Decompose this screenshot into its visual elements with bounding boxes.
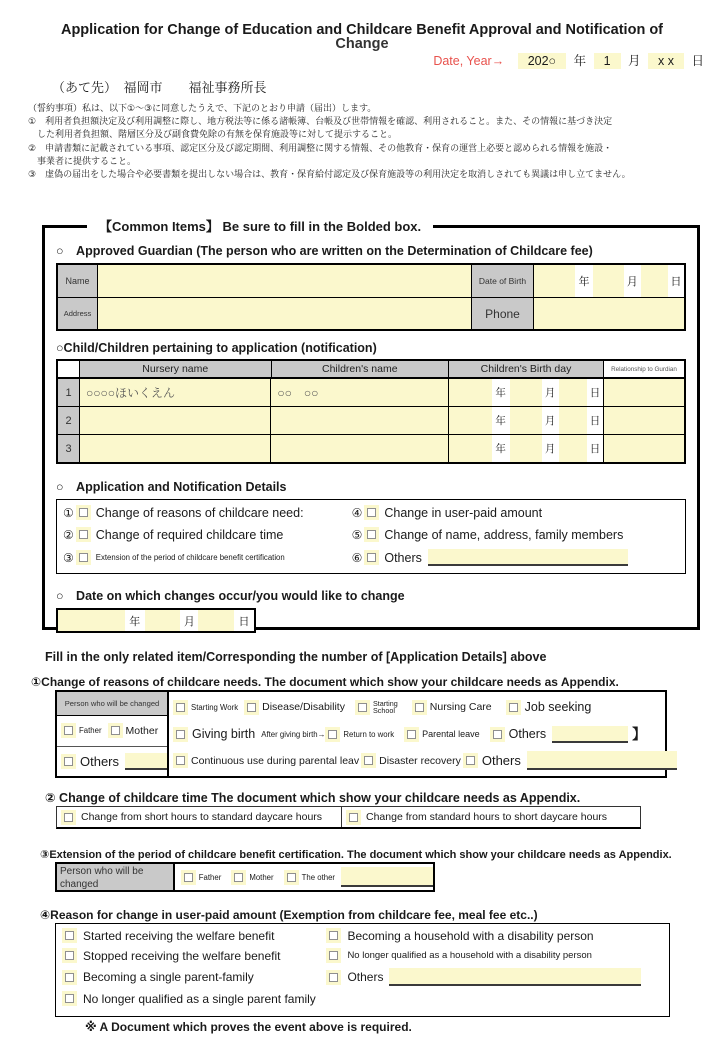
bday-month-input[interactable]: [510, 435, 542, 462]
child-name-input[interactable]: [271, 407, 449, 434]
the-other-input[interactable]: [341, 867, 433, 887]
checkbox-single-parent[interactable]: [62, 970, 77, 985]
dob-month-input[interactable]: [593, 265, 624, 297]
standard-to-short-label: Change from standard hours to short daycare hours: [366, 811, 608, 823]
pledge-line: ③ 虚偽の届出をした場合や必要書類を提出しない場合は、教育・保育給付認定及び保育施設等の利用決定を取消しされても異議は申し立てません。: [28, 169, 631, 180]
nursery-name-input[interactable]: [80, 407, 271, 434]
detail-item-2: [63, 527, 352, 542]
reason-row-3: [173, 747, 677, 774]
single-parent-no-longer-option: [62, 991, 326, 1006]
checkbox-return-to-work[interactable]: [325, 727, 340, 742]
others-label: Others: [80, 753, 120, 769]
checkbox-nursing-care[interactable]: [412, 700, 427, 715]
reason-row-1: [173, 694, 677, 721]
guardian-address-label: Address: [58, 298, 98, 329]
guardian-phone-label: Phone: [472, 298, 534, 329]
pledge-line: ① 利用者負担額決定及び利用調整に際し、地方税法等に係る諸帳簿、台帳及び世帯情報を確認、利用されること。また、その情報に基づき決定: [28, 116, 613, 127]
welfare-start-label: Started receiving the welfare benefit: [83, 928, 275, 943]
checkbox-childcare-time[interactable]: [76, 527, 91, 542]
item-number: ①: [63, 505, 74, 520]
checkbox-continuous-use[interactable]: [173, 753, 188, 768]
bday-month-unit: 月: [542, 435, 559, 462]
addressee-line: （あて先） 福岡市 福祉事務所長: [52, 80, 267, 95]
giving-birth-label: Giving birth: [192, 727, 256, 741]
application-form-page: [0, 22, 724, 1046]
guardian-dob-input: [534, 265, 684, 297]
relationship-input[interactable]: [604, 407, 684, 434]
change-date-section-title: ○ Date on which changes occur/you would like to change: [56, 589, 405, 603]
children-row-3: [58, 434, 684, 462]
change-day-input[interactable]: [198, 610, 234, 631]
the-other-label: The other: [301, 872, 335, 882]
checkbox-others-mid[interactable]: [490, 727, 505, 742]
pledge-line: した利用者負担額、階層区分及び副食費免除の有無を保育施設等に対して提示すること。: [28, 129, 398, 140]
change-date-input: [56, 608, 256, 633]
checkbox-others[interactable]: [364, 550, 379, 565]
starting-work-label: Starting Work: [191, 702, 239, 712]
person-changed-header: Person who will be changed: [57, 864, 175, 890]
checkbox-mother[interactable]: [231, 870, 246, 885]
checkbox-extension-period[interactable]: [76, 550, 91, 565]
child-birthday-input: [449, 379, 604, 406]
relationship-input[interactable]: [604, 379, 684, 406]
item-label: Change of required childcare time: [95, 527, 284, 542]
single-parent-option: [62, 968, 326, 986]
checkbox-short-to-standard[interactable]: [61, 810, 76, 825]
item-number: ⑥: [351, 550, 363, 565]
standard-to-short-option: [342, 807, 607, 827]
change-month-input[interactable]: [145, 610, 181, 631]
checkbox-disease[interactable]: [244, 700, 259, 715]
children-table: [56, 359, 686, 464]
page-title-line2-text: Change: [335, 36, 389, 52]
checkbox-father[interactable]: [61, 723, 76, 738]
section1-title: ①Change of reasons of childcare needs. The document which show your childcare needs as Appendix.: [31, 675, 619, 689]
others-option: [326, 968, 663, 986]
detail-item-5: [352, 527, 677, 542]
checkbox-others-person[interactable]: [61, 754, 76, 769]
person-changed-header: Person who will be changed: [57, 692, 167, 716]
dob-day-input[interactable]: [641, 265, 668, 297]
bday-year-unit: 年: [492, 407, 510, 434]
parental-leave-label: Parental leave: [422, 729, 480, 739]
change-month-unit: 月: [180, 610, 198, 631]
bday-day-unit: 日: [587, 407, 603, 434]
nursing-care-label: Nursing Care: [429, 701, 492, 714]
common-items-heading: 【Common Items】 Be sure to fill in the Bolded box.: [87, 216, 433, 235]
bday-month-unit: 月: [542, 379, 559, 406]
date-year-input[interactable]: 202○: [518, 53, 566, 69]
welfare-stop-label: Stopped receiving the welfare benefit: [83, 948, 281, 963]
section3-table: [55, 862, 435, 892]
fill-instruction: Fill in the only related item/Corresponding the number of [Application Details] above: [45, 650, 547, 664]
section4-box: [55, 923, 670, 1017]
section1-reasons-column: [169, 692, 681, 776]
dob-month-unit: 月: [624, 265, 641, 297]
checkbox-father[interactable]: [181, 870, 196, 885]
children-row-1: [58, 378, 684, 406]
section2-table: [56, 806, 641, 829]
guardian-row-name: [58, 265, 684, 297]
guardian-name-label: Name: [58, 265, 98, 297]
reason-row-2: [173, 721, 677, 748]
change-year-unit: 年: [125, 610, 145, 631]
father-mother-row: [57, 716, 167, 746]
change-day-unit: 日: [234, 610, 254, 631]
welfare-stop-option: [62, 948, 326, 963]
mother-label: Mother: [249, 872, 274, 882]
bday-month-input[interactable]: [510, 407, 542, 434]
disease-label: Disease/Disability: [262, 701, 345, 714]
item-number: ②: [63, 527, 74, 542]
guardian-name-input[interactable]: [98, 265, 472, 297]
children-col-birthday: Children's Birth day: [449, 361, 604, 377]
checkbox-parental-leave[interactable]: [404, 727, 419, 742]
bday-day-unit: 日: [587, 435, 603, 462]
bday-year-unit: 年: [492, 435, 510, 462]
checkbox-name-address-family[interactable]: [364, 527, 379, 542]
bday-day-input[interactable]: [559, 435, 587, 462]
disability-household-option: [326, 928, 663, 943]
guardian-table: [56, 263, 686, 331]
pledge-text: [28, 102, 696, 181]
details-section-title: ○ Application and Notification Details: [56, 480, 287, 494]
date-month-input[interactable]: 1: [594, 53, 621, 69]
checkbox-starting-school[interactable]: [355, 700, 370, 715]
guardian-dob-label: Date of Birth: [472, 265, 534, 297]
date-year-unit: 年: [573, 54, 587, 68]
after-birth-label: After giving birth→: [261, 729, 326, 739]
row-number: 1: [58, 379, 80, 406]
starting-school-line1: Starting: [372, 698, 398, 708]
checkbox-the-other[interactable]: [284, 870, 299, 885]
children-section-title: ○Child/Children pertaining to application (notification): [56, 341, 377, 355]
disability-household-label: Becoming a household with a disability person: [347, 928, 594, 943]
others-detail-input[interactable]: [428, 549, 628, 566]
date-day-unit: 日: [691, 54, 704, 68]
section1-person-column: [57, 692, 169, 776]
page-title: Application for Change of Education and Childcare Benefit Approval and Notification of: [60, 22, 664, 38]
checkbox-mother[interactable]: [108, 723, 123, 738]
bday-year-input[interactable]: [449, 435, 492, 462]
pledge-line: （誓約事項）私は、以下①～③に同意したうえで、下記のとおり申請（届出）します。: [28, 103, 377, 113]
child-birthday-input: [449, 407, 604, 434]
child-name-input[interactable]: ○○ ○○: [271, 379, 449, 406]
guardian-section-title: ○ Approved Guardian (The person who are written on the Determination of Childcare fee): [56, 244, 593, 258]
detail-item-3: [63, 549, 352, 566]
item-number: ④: [351, 505, 363, 520]
mother-label: Mother: [125, 724, 159, 737]
section3-title: ③Extension of the period of childcare benefit certification. The document which show your childcare needs as Appendix.: [40, 849, 672, 861]
checkbox-job-seeking[interactable]: [506, 700, 521, 715]
others-s4-input[interactable]: [389, 968, 641, 986]
checkbox-others-bottom[interactable]: [463, 753, 478, 768]
children-row-2: [58, 406, 684, 434]
children-col-number: [58, 361, 80, 377]
checkbox-user-paid-amount[interactable]: [364, 505, 379, 520]
phone-input-area[interactable]: [534, 298, 684, 329]
item-label: Change of reasons of childcare need:: [95, 505, 304, 520]
welfare-start-option: [62, 928, 326, 943]
children-col-name: Children's name: [272, 361, 449, 377]
checkbox-single-parent-no-longer[interactable]: [62, 991, 77, 1006]
detail-item-6: [352, 549, 677, 566]
section3-options: [175, 864, 433, 890]
checkbox-starting-work[interactable]: [173, 700, 188, 715]
children-table-header: [58, 361, 684, 378]
page-title-line2-clipped: [0, 36, 724, 52]
checkbox-standard-to-short[interactable]: [346, 810, 361, 825]
guardian-row-address: [58, 297, 684, 329]
father-label: Father: [198, 872, 222, 882]
bday-day-unit: 日: [587, 379, 603, 406]
detail-item-1: [63, 505, 352, 520]
others-bottom-label: Others: [481, 753, 521, 769]
checkbox-change-reason[interactable]: [76, 505, 91, 520]
single-parent-label: Becoming a single parent-family: [83, 970, 254, 984]
disaster-label: Disaster recovery: [379, 754, 461, 767]
guardian-address-input[interactable]: [98, 298, 472, 329]
pledge-line: 事業者に提供すること。: [28, 155, 137, 166]
section4-title: ④Reason for change in user-paid amount (Exemption from childcare fee, meal fee etc..): [40, 908, 538, 922]
section2-title: ② Change of childcare time The document which show your childcare needs as Appendix.: [45, 791, 581, 805]
bday-day-input[interactable]: [559, 379, 587, 406]
child-birthday-input: [449, 435, 604, 462]
checkbox-disability-household[interactable]: [326, 928, 341, 943]
dob-day-unit: 日: [668, 265, 684, 297]
others-mid-input[interactable]: [552, 726, 628, 743]
relationship-input[interactable]: [604, 435, 684, 462]
date-day-input[interactable]: x x: [648, 53, 684, 69]
starting-school-line2: School: [372, 706, 395, 716]
change-year-input[interactable]: [58, 610, 125, 631]
disability-no-longer-label: No longer qualified as a household with a disability person: [347, 950, 592, 961]
item-label: Change of name, address, family members: [384, 527, 624, 542]
others-person-input[interactable]: [125, 753, 167, 770]
closing-bracket: 】: [632, 726, 647, 742]
details-box: [56, 499, 686, 574]
checkbox-welfare-start[interactable]: [62, 928, 77, 943]
nursery-name-input[interactable]: ○○○○ほいくえん: [80, 379, 271, 406]
others-bottom-input[interactable]: [527, 751, 677, 770]
short-to-standard-option: [57, 807, 342, 827]
item-label: Change in user-paid amount: [384, 505, 543, 520]
bday-year-input[interactable]: [449, 379, 492, 406]
bday-year-input[interactable]: [449, 407, 492, 434]
date-month-unit: 月: [628, 54, 641, 68]
section1-table: [55, 690, 667, 778]
children-col-relationship: Relationship to Gurdian: [604, 361, 684, 377]
bday-year-unit: 年: [492, 379, 510, 406]
dob-year-input[interactable]: [534, 265, 575, 297]
item-label: Extension of the period of childcare benefit certification: [95, 553, 285, 562]
child-name-input[interactable]: [271, 435, 449, 462]
short-to-standard-label: Change from short hours to standard daycare hours: [81, 811, 323, 823]
bday-day-input[interactable]: [559, 407, 587, 434]
checkbox-disability-no-longer[interactable]: [326, 948, 341, 963]
others-row: [57, 746, 167, 777]
document-required-note: ※ A Document which proves the event above is required.: [85, 1020, 412, 1034]
starting-school-label: [373, 700, 398, 715]
nursery-name-input[interactable]: [80, 435, 271, 462]
checkbox-others-s4[interactable]: [326, 970, 341, 985]
guardian-phone-input[interactable]: [534, 298, 684, 329]
checkbox-welfare-stop[interactable]: [62, 948, 77, 963]
date-row: [0, 51, 724, 69]
row-number: 3: [58, 435, 80, 462]
checkbox-giving-birth[interactable]: [173, 727, 188, 742]
row-number: 2: [58, 407, 80, 434]
continuous-use-label: Continuous use during parental leav: [191, 754, 360, 767]
bday-month-unit: 月: [542, 407, 559, 434]
father-label: Father: [79, 726, 102, 736]
single-parent-no-longer-label: No longer qualified as a single parent family: [83, 991, 316, 1006]
job-seeking-label: Job seeking: [524, 700, 592, 715]
item-number: ③: [63, 550, 74, 565]
item-label: Others: [384, 550, 422, 565]
dob-year-unit: 年: [575, 265, 593, 297]
item-number: ⑤: [351, 527, 363, 542]
bday-month-input[interactable]: [510, 379, 542, 406]
others-s4-label: Others: [347, 970, 384, 984]
return-to-work-label: Return to work: [343, 729, 395, 739]
others-mid-label: Others: [508, 727, 547, 741]
checkbox-disaster[interactable]: [361, 753, 376, 768]
children-col-nursery: Nursery name: [80, 361, 272, 377]
pledge-line: ② 申請書類に記載されている事項、認定区分及び認定期間、利用調整に関する情報、その他教育・保育の運営上必要と認められる情報を施設・: [28, 142, 613, 153]
common-items-box: [42, 219, 700, 630]
disability-no-longer-option: [326, 948, 663, 963]
date-label: Date, Year→: [433, 54, 505, 68]
detail-item-4: [352, 505, 677, 520]
